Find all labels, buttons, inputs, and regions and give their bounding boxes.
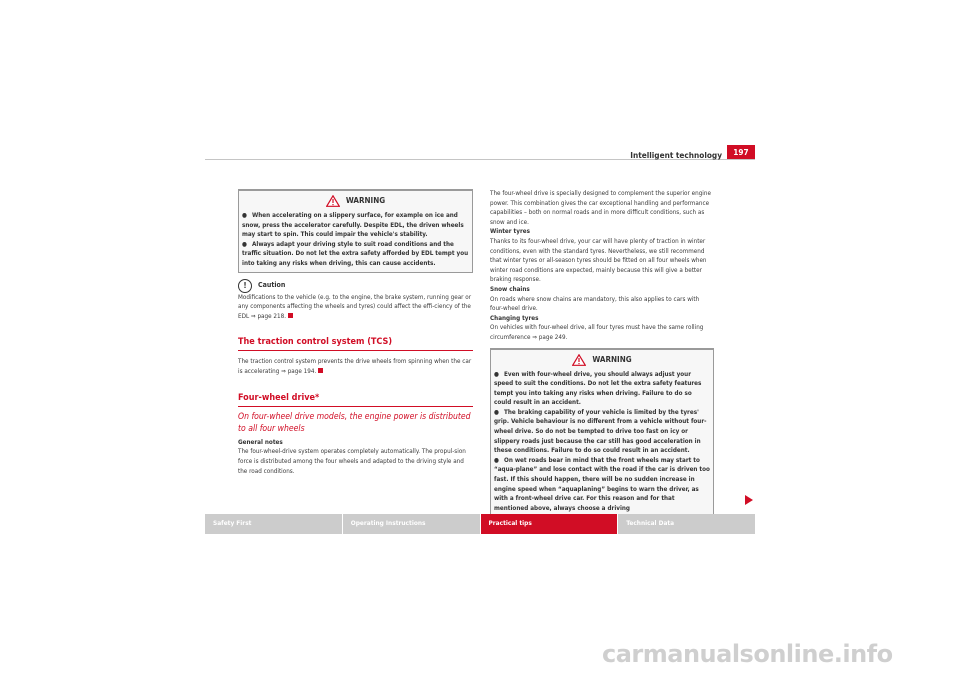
warning-title: WARNING <box>592 354 632 364</box>
warning-body <box>491 370 713 517</box>
page-number: 197 <box>727 145 755 159</box>
tab-operating-instructions[interactable]: Operating Instructions <box>342 514 480 534</box>
caution-title: Caution <box>258 280 286 289</box>
tab-technical-data[interactable]: Technical Data <box>617 514 755 534</box>
caution-heading <box>238 279 473 293</box>
general-notes-text: The four-wheel-drive system operates completely automatically. The propul-sion force is distributed among the four wheels and adapted to the driving style and the road conditions. <box>238 448 466 475</box>
section-intro: On four-wheel drive models, the engine power is distributed to all four wheels <box>238 411 471 434</box>
warning-bullet: ● On wet roads bear in mind that the front wheels may start to “aqua-plane” and lose contact with the road if the car is driven too fast. If this should happen, there will be no sudden increase in engine speed when “aquaplaning” begins to warn the driver, as with a front-wheel drive car. For this reason and for that mentioned above, always choose a driving <box>494 456 710 512</box>
changing-tyres-text: On vehicles with four-wheel drive, all four tyres must have the same rolling circumference ⇒ page 249. <box>490 324 704 341</box>
warning-box-four-wheel-drive <box>490 348 714 518</box>
warning-bullet: ● Even with four-wheel drive, you should always adjust your speed to suit the conditions. Do not let the extra safety features tempt you into taking any risks when driving. Failure to do so could result in an accident. <box>494 370 702 407</box>
section-end-marker <box>318 368 323 373</box>
winter-tyres-text: Thanks to its four-wheel drive, your car will have plenty of traction in winter conditions, even with the standard tyres. Nevertheless, we still recommend that winter tyres or all-season tyres should be fitted on all four wheels when winter road conditions are expected, mainly because this will give a better braking response. <box>490 237 707 284</box>
warning-bullet: ● The braking capability of your vehicle is limited by the tyres' grip. Vehicle behaviour is no different from a vehicle without four-wheel drive. So do not be tempted to drive too fast on icy or slippery roads just because the car still has good acceleration in these conditions. Failure to do so could result in an accident. <box>494 408 707 455</box>
warning-title: WARNING <box>345 196 386 206</box>
subheading-changing-tyres: Changing tyres <box>490 314 539 322</box>
right-column <box>490 189 714 517</box>
tab-practical-tips[interactable]: Practical tips <box>480 514 618 534</box>
subheading-snow-chains: Snow chains <box>490 285 530 293</box>
section-end-marker <box>288 313 293 318</box>
warning-body <box>239 211 472 272</box>
tab-safety-first[interactable]: Safety First <box>205 514 342 534</box>
warning-heading <box>491 350 713 370</box>
warning-box-edl <box>238 189 473 273</box>
warning-bullet: ● Always adapt your driving style to suit road conditions and the traffic situation. Do not let the extra safety afforded by EDL tempt you into taking any risks when driving, this can cause accidents. <box>242 240 469 267</box>
subheading-general-notes: General notes <box>238 438 283 446</box>
warning-heading <box>239 191 472 211</box>
footer-nav <box>205 514 755 534</box>
caution-exclamation-icon: ! <box>238 279 252 293</box>
four-wheel-intro-text: The four-wheel drive is specially designed to complement the superior engine power. This combination gives the car exceptional handling and performance capabilities – both on normal roads and in more difficult conditions, such as snow and ice. <box>490 190 711 226</box>
page-title: Intelligent technology <box>630 150 722 160</box>
section-heading-rule <box>238 406 473 407</box>
warning-triangle-icon <box>572 354 586 366</box>
watermark: carmanualsonline.info <box>602 640 893 668</box>
tcs-text: The traction control system prevents the drive wheels from spinning when the car is accelerating ⇒ page 194. <box>238 357 472 375</box>
snow-chains-text: On roads where snow chains are mandatory, this also applies to cars with four-wheel drive. <box>490 295 700 313</box>
subheading-winter-tyres: Winter tyres <box>490 228 530 236</box>
left-column <box>238 189 473 476</box>
section-heading-tcs: The traction control system (TCS) <box>238 337 393 348</box>
caution-text: Modifications to the vehicle (e.g. to the engine, the brake system, running gear or any components affecting the wheels and tyres) could affect the effi-ciency of the EDL ⇒ page 218. <box>238 293 472 320</box>
warning-triangle-icon <box>326 195 340 207</box>
continue-arrow-icon[interactable] <box>745 495 753 505</box>
warning-bullet: ● When accelerating on a slippery surface, for example on ice and snow, press the accelerator carefully. Despite EDL, the driven wheels may start to spin. This could impair the vehicle's stability. <box>242 212 464 239</box>
section-heading-four-wheel-drive: Four-wheel drive* <box>238 393 320 404</box>
